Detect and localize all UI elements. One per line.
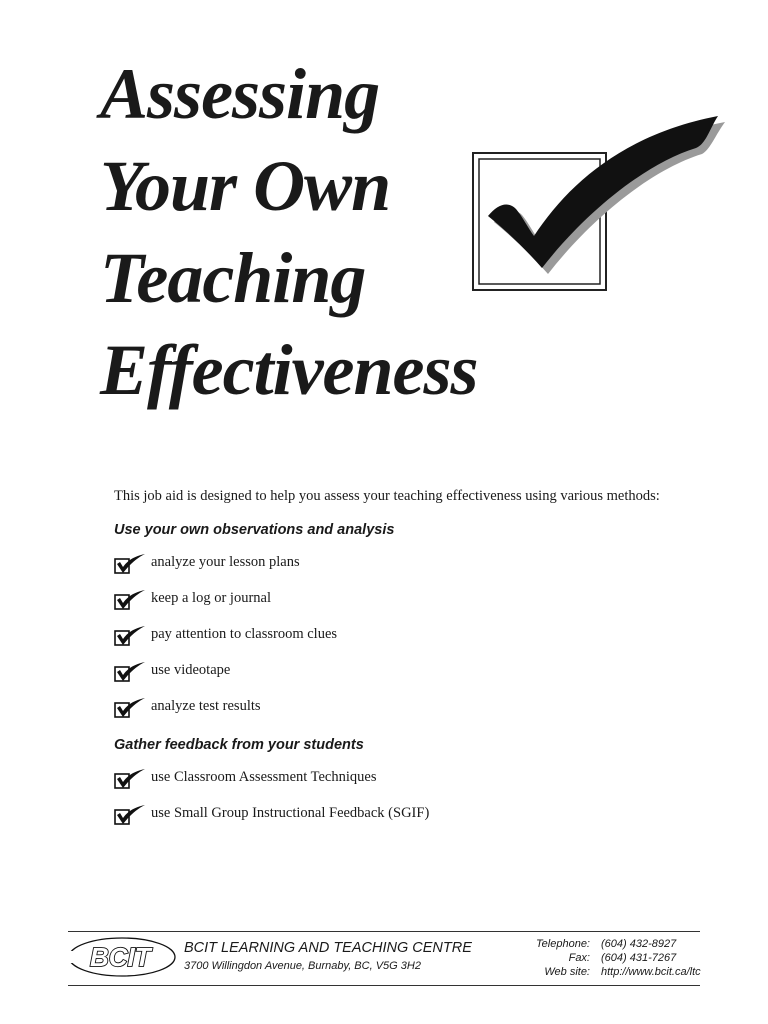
title-line: Your Own [100,146,391,226]
list-item-text: pay attention to classroom clues [151,626,338,642]
list-item-text: keep a log or journal [151,590,271,606]
contact-label: Web site: [544,966,590,978]
logo-text: BCIT [90,942,151,972]
bcit-logo [66,934,178,980]
org-name: BCIT LEARNING AND TEACHING CENTRE [184,940,472,956]
title-line: Assessing [100,54,380,134]
title-line: Teaching [100,238,366,318]
section-heading-observations: Use your own observations and analysis [114,522,395,538]
checkbox-checkmark-icon [470,110,735,300]
contact-label: Telephone: [535,938,590,950]
list-item-text: use Small Group Instructional Feedback (SGIF) [151,805,430,821]
checkbox-checkmark-icon [114,661,146,683]
checkbox-checkmark-icon [114,589,146,611]
section-heading-feedback: Gather feedback from your students [114,737,364,753]
org-address: 3700 Willingdon Avenue, Burnaby, BC, V5G 3H2 [184,960,421,972]
contact-value-fax: (604) 431-7267 [601,952,677,964]
document-title [100,48,478,416]
footer-bottom-rule [68,985,700,986]
title-line: Effectiveness [100,330,478,410]
contact-value-website: http://www.bcit.ca/ltc [601,966,701,978]
contact-label: Fax: [568,952,590,964]
checkbox-checkmark-icon [114,804,146,826]
checkbox-checkmark-icon [114,625,146,647]
checkbox-checkmark-icon [114,553,146,575]
list-item-text: use videotape [151,662,231,678]
checkbox-checkmark-icon [114,768,146,790]
checkbox-checkmark-icon [114,697,146,719]
footer-top-rule [68,931,700,932]
contact-value-telephone: (604) 432-8927 [601,938,677,950]
intro-text: This job aid is designed to help you assess your teaching effectiveness using various methods: [114,488,660,504]
list-item-text: use Classroom Assessment Techniques [151,769,377,785]
list-item-text: analyze your lesson plans [151,554,300,570]
list-item-text: analyze test results [151,698,261,714]
